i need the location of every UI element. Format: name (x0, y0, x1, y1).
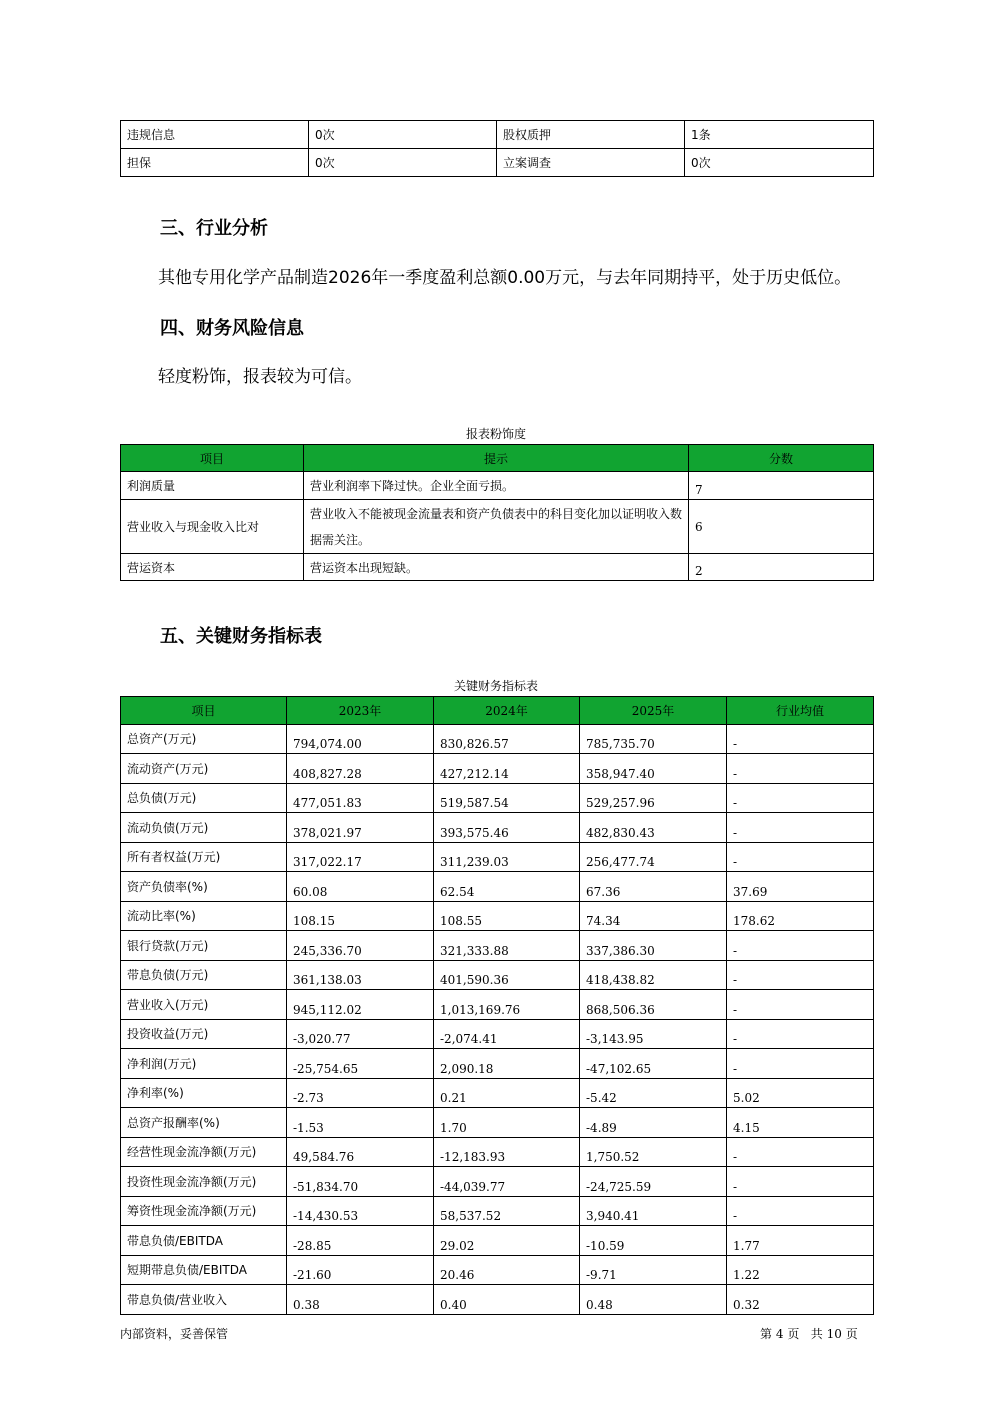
fin-industry-avg: 5.02 (727, 1078, 874, 1108)
fin-item: 筹资性现金流净额(万元) (121, 1196, 287, 1226)
table-row (121, 1255, 874, 1285)
fin-industry-avg: 4.15 (727, 1108, 874, 1138)
compliance-label: 违规信息 (121, 121, 309, 149)
fin-value-2025: -4.89 (580, 1108, 727, 1138)
fin-value-2024: 427,212.14 (434, 754, 580, 784)
fin-value-2023: 361,138.03 (287, 960, 434, 990)
fin-industry-avg: 1.22 (727, 1255, 874, 1285)
compliance-value: 0次 (685, 149, 874, 177)
risk-score: 6 (689, 500, 874, 554)
risk-hint: 营业收入不能被现金流量表和资产负债表中的科目变化加以证明收入数据需关注。 (304, 500, 689, 554)
fin-value-2025: 1,750.52 (580, 1137, 727, 1167)
section-key-indicators-title: 五、关键财务指标表 (160, 626, 322, 647)
risk-score: 7 (689, 472, 874, 500)
fin-value-2025: -24,725.59 (580, 1167, 727, 1197)
fin-value-2023: 60.08 (287, 872, 434, 902)
fin-item: 资产负债率(%) (121, 872, 287, 902)
fin-header-item: 项目 (121, 697, 287, 725)
fin-industry-avg: - (727, 1167, 874, 1197)
page-total-suffix: 页 (845, 1327, 858, 1341)
fin-item: 总负债(万元) (121, 783, 287, 813)
fin-industry-avg: 0.32 (727, 1285, 874, 1315)
fin-value-2024: -12,183.93 (434, 1137, 580, 1167)
fin-value-2024: -44,039.77 (434, 1167, 580, 1197)
fin-value-2024: 0.21 (434, 1078, 580, 1108)
fin-value-2025: 358,947.40 (580, 754, 727, 784)
fin-item: 投资收益(万元) (121, 1019, 287, 1049)
fin-value-2024: 0.40 (434, 1285, 580, 1315)
fin-item: 投资性现金流净额(万元) (121, 1167, 287, 1197)
fin-value-2024: -2,074.41 (434, 1019, 580, 1049)
fin-item: 净利率(%) (121, 1078, 287, 1108)
fin-header-2024: 2024年 (434, 697, 580, 725)
fin-value-2025: -10.59 (580, 1226, 727, 1256)
risk-hint: 营运资本出现短缺。 (304, 554, 689, 581)
fin-item: 银行贷款(万元) (121, 931, 287, 961)
fin-item: 总资产(万元) (121, 724, 287, 754)
risk-score: 2 (689, 554, 874, 581)
fin-value-2025: 3,940.41 (580, 1196, 727, 1226)
fin-item: 带息负债/营业收入 (121, 1285, 287, 1315)
fin-item: 流动比率(%) (121, 901, 287, 931)
section-industry-analysis-text: 其他专用化学产品制造2026年一季度盈利总额0.00万元，与去年同期持平，处于历史低位。 (158, 268, 852, 288)
fin-industry-avg: - (727, 754, 874, 784)
fin-value-2025: -47,102.65 (580, 1049, 727, 1079)
section-financial-risk-title: 四、财务风险信息 (160, 318, 304, 339)
fin-value-2024: 393,575.46 (434, 813, 580, 843)
risk-hint: 营业利润率下降过快。企业全面亏损。 (304, 472, 689, 500)
compliance-value: 0次 (309, 149, 497, 177)
fin-item: 带息负债/EBITDA (121, 1226, 287, 1256)
table-row (121, 1108, 874, 1138)
fin-item: 短期带息负债/EBITDA (121, 1255, 287, 1285)
compliance-label: 立案调查 (497, 149, 685, 177)
table-row (121, 1226, 874, 1256)
compliance-table (120, 120, 874, 177)
fin-industry-avg: - (727, 1049, 874, 1079)
financial-indicators-table (120, 696, 874, 1315)
fin-industry-avg: - (727, 724, 874, 754)
fin-item: 总资产报酬率(%) (121, 1108, 287, 1138)
table-row (121, 960, 874, 990)
table-row (121, 842, 874, 872)
table-row (121, 931, 874, 961)
fin-value-2023: 245,336.70 (287, 931, 434, 961)
fin-value-2025: -5.42 (580, 1078, 727, 1108)
risk-row (121, 500, 874, 554)
fin-industry-avg: - (727, 813, 874, 843)
fin-value-2025: 74.34 (580, 901, 727, 931)
fin-industry-avg: 1.77 (727, 1226, 874, 1256)
table-row (121, 813, 874, 843)
risk-header-item: 项目 (121, 445, 304, 472)
fin-value-2025: 418,438.82 (580, 960, 727, 990)
fin-value-2024: 58,537.52 (434, 1196, 580, 1226)
table-row (121, 783, 874, 813)
table-row (121, 1137, 874, 1167)
fin-industry-avg: - (727, 1196, 874, 1226)
fin-value-2025: 482,830.43 (580, 813, 727, 843)
table-row (121, 724, 874, 754)
table-row (121, 1049, 874, 1079)
section-industry-analysis-title: 三、行业分析 (160, 218, 268, 239)
fin-value-2023: 49,584.76 (287, 1137, 434, 1167)
fin-value-2025: 67.36 (580, 872, 727, 902)
fin-value-2024: 311,239.03 (434, 842, 580, 872)
fin-value-2025: -3,143.95 (580, 1019, 727, 1049)
fin-item: 带息负债(万元) (121, 960, 287, 990)
compliance-label: 担保 (121, 149, 309, 177)
page-total: 10 (826, 1327, 842, 1341)
fin-value-2023: 945,112.02 (287, 990, 434, 1020)
fin-value-2023: -14,430.53 (287, 1196, 434, 1226)
fin-item: 所有者权益(万元) (121, 842, 287, 872)
table-row (121, 1019, 874, 1049)
compliance-row (121, 121, 874, 149)
fin-value-2024: 62.54 (434, 872, 580, 902)
fin-header-industry-avg: 行业均值 (727, 697, 874, 725)
page-total-prefix: 共 (810, 1327, 823, 1341)
fin-header-2023: 2023年 (287, 697, 434, 725)
fin-value-2023: -3,020.77 (287, 1019, 434, 1049)
fin-table-body (121, 724, 874, 1314)
compliance-label: 股权质押 (497, 121, 685, 149)
fin-item: 经营性现金流净额(万元) (121, 1137, 287, 1167)
fin-value-2025: 337,386.30 (580, 931, 727, 961)
risk-row (121, 472, 874, 500)
fin-table-caption: 关键财务指标表 (453, 679, 538, 693)
fin-value-2023: 477,051.83 (287, 783, 434, 813)
fin-value-2024: 20.46 (434, 1255, 580, 1285)
fin-item: 流动负债(万元) (121, 813, 287, 843)
fin-value-2024: 2,090.18 (434, 1049, 580, 1079)
fin-value-2023: 378,021.97 (287, 813, 434, 843)
table-row (121, 990, 874, 1020)
fin-value-2024: 519,587.54 (434, 783, 580, 813)
risk-header-score: 分数 (689, 445, 874, 472)
fin-industry-avg: - (727, 960, 874, 990)
fin-value-2023: 794,074.00 (287, 724, 434, 754)
fin-item: 净利润(万元) (121, 1049, 287, 1079)
risk-item: 利润质量 (121, 472, 304, 500)
fin-value-2024: 108.55 (434, 901, 580, 931)
fin-value-2024: 401,590.36 (434, 960, 580, 990)
compliance-value: 0次 (309, 121, 497, 149)
fin-value-2025: 529,257.96 (580, 783, 727, 813)
fin-value-2023: 108.15 (287, 901, 434, 931)
fin-industry-avg: - (727, 1019, 874, 1049)
footer-confidential: 内部资料，妥善保管 (120, 1327, 229, 1341)
fin-value-2025: 0.48 (580, 1285, 727, 1315)
fin-value-2025: 868,506.36 (580, 990, 727, 1020)
table-row (121, 1078, 874, 1108)
fin-value-2023: -51,834.70 (287, 1167, 434, 1197)
fin-industry-avg: - (727, 783, 874, 813)
fin-industry-avg: - (727, 990, 874, 1020)
table-row (121, 754, 874, 784)
table-row (121, 1285, 874, 1315)
fin-value-2024: 830,826.57 (434, 724, 580, 754)
fin-value-2023: -28.85 (287, 1226, 434, 1256)
footer-page-number (760, 1325, 858, 1342)
fin-item: 流动资产(万元) (121, 754, 287, 784)
fin-value-2023: -25,754.65 (287, 1049, 434, 1079)
fin-industry-avg: - (727, 1137, 874, 1167)
fin-value-2023: 408,827.28 (287, 754, 434, 784)
fin-header-2025: 2025年 (580, 697, 727, 725)
compliance-row (121, 149, 874, 177)
risk-item: 营运资本 (121, 554, 304, 581)
table-row (121, 901, 874, 931)
fin-item: 营业收入(万元) (121, 990, 287, 1020)
fin-value-2023: -1.53 (287, 1108, 434, 1138)
fin-industry-avg: - (727, 931, 874, 961)
page-current: 4 (775, 1327, 784, 1341)
table-row (121, 1196, 874, 1226)
page-label-mid: 页 (787, 1327, 800, 1341)
fin-value-2025: -9.71 (580, 1255, 727, 1285)
fin-value-2024: 29.02 (434, 1226, 580, 1256)
table-row (121, 1167, 874, 1197)
risk-table-header-row (121, 445, 874, 472)
risk-table (120, 444, 874, 581)
compliance-value: 1条 (685, 121, 874, 149)
fin-value-2024: 1.70 (434, 1108, 580, 1138)
fin-value-2025: 256,477.74 (580, 842, 727, 872)
section-financial-risk-text: 轻度粉饰，报表较为可信。 (158, 367, 362, 387)
fin-value-2023: -21.60 (287, 1255, 434, 1285)
fin-value-2023: 0.38 (287, 1285, 434, 1315)
fin-value-2025: 785,735.70 (580, 724, 727, 754)
fin-value-2023: -2.73 (287, 1078, 434, 1108)
risk-table-caption: 报表粉饰度 (465, 427, 526, 441)
risk-header-hint: 提示 (304, 445, 689, 472)
fin-value-2024: 321,333.88 (434, 931, 580, 961)
page-label-prefix: 第 (760, 1327, 773, 1341)
table-row (121, 872, 874, 902)
fin-industry-avg: 178.62 (727, 901, 874, 931)
risk-row (121, 554, 874, 581)
fin-industry-avg: - (727, 842, 874, 872)
compliance-table-body (121, 121, 874, 177)
fin-table-header-row (121, 697, 874, 725)
fin-industry-avg: 37.69 (727, 872, 874, 902)
risk-item: 营业收入与现金收入比对 (121, 500, 304, 554)
fin-value-2024: 1,013,169.76 (434, 990, 580, 1020)
fin-value-2023: 317,022.17 (287, 842, 434, 872)
